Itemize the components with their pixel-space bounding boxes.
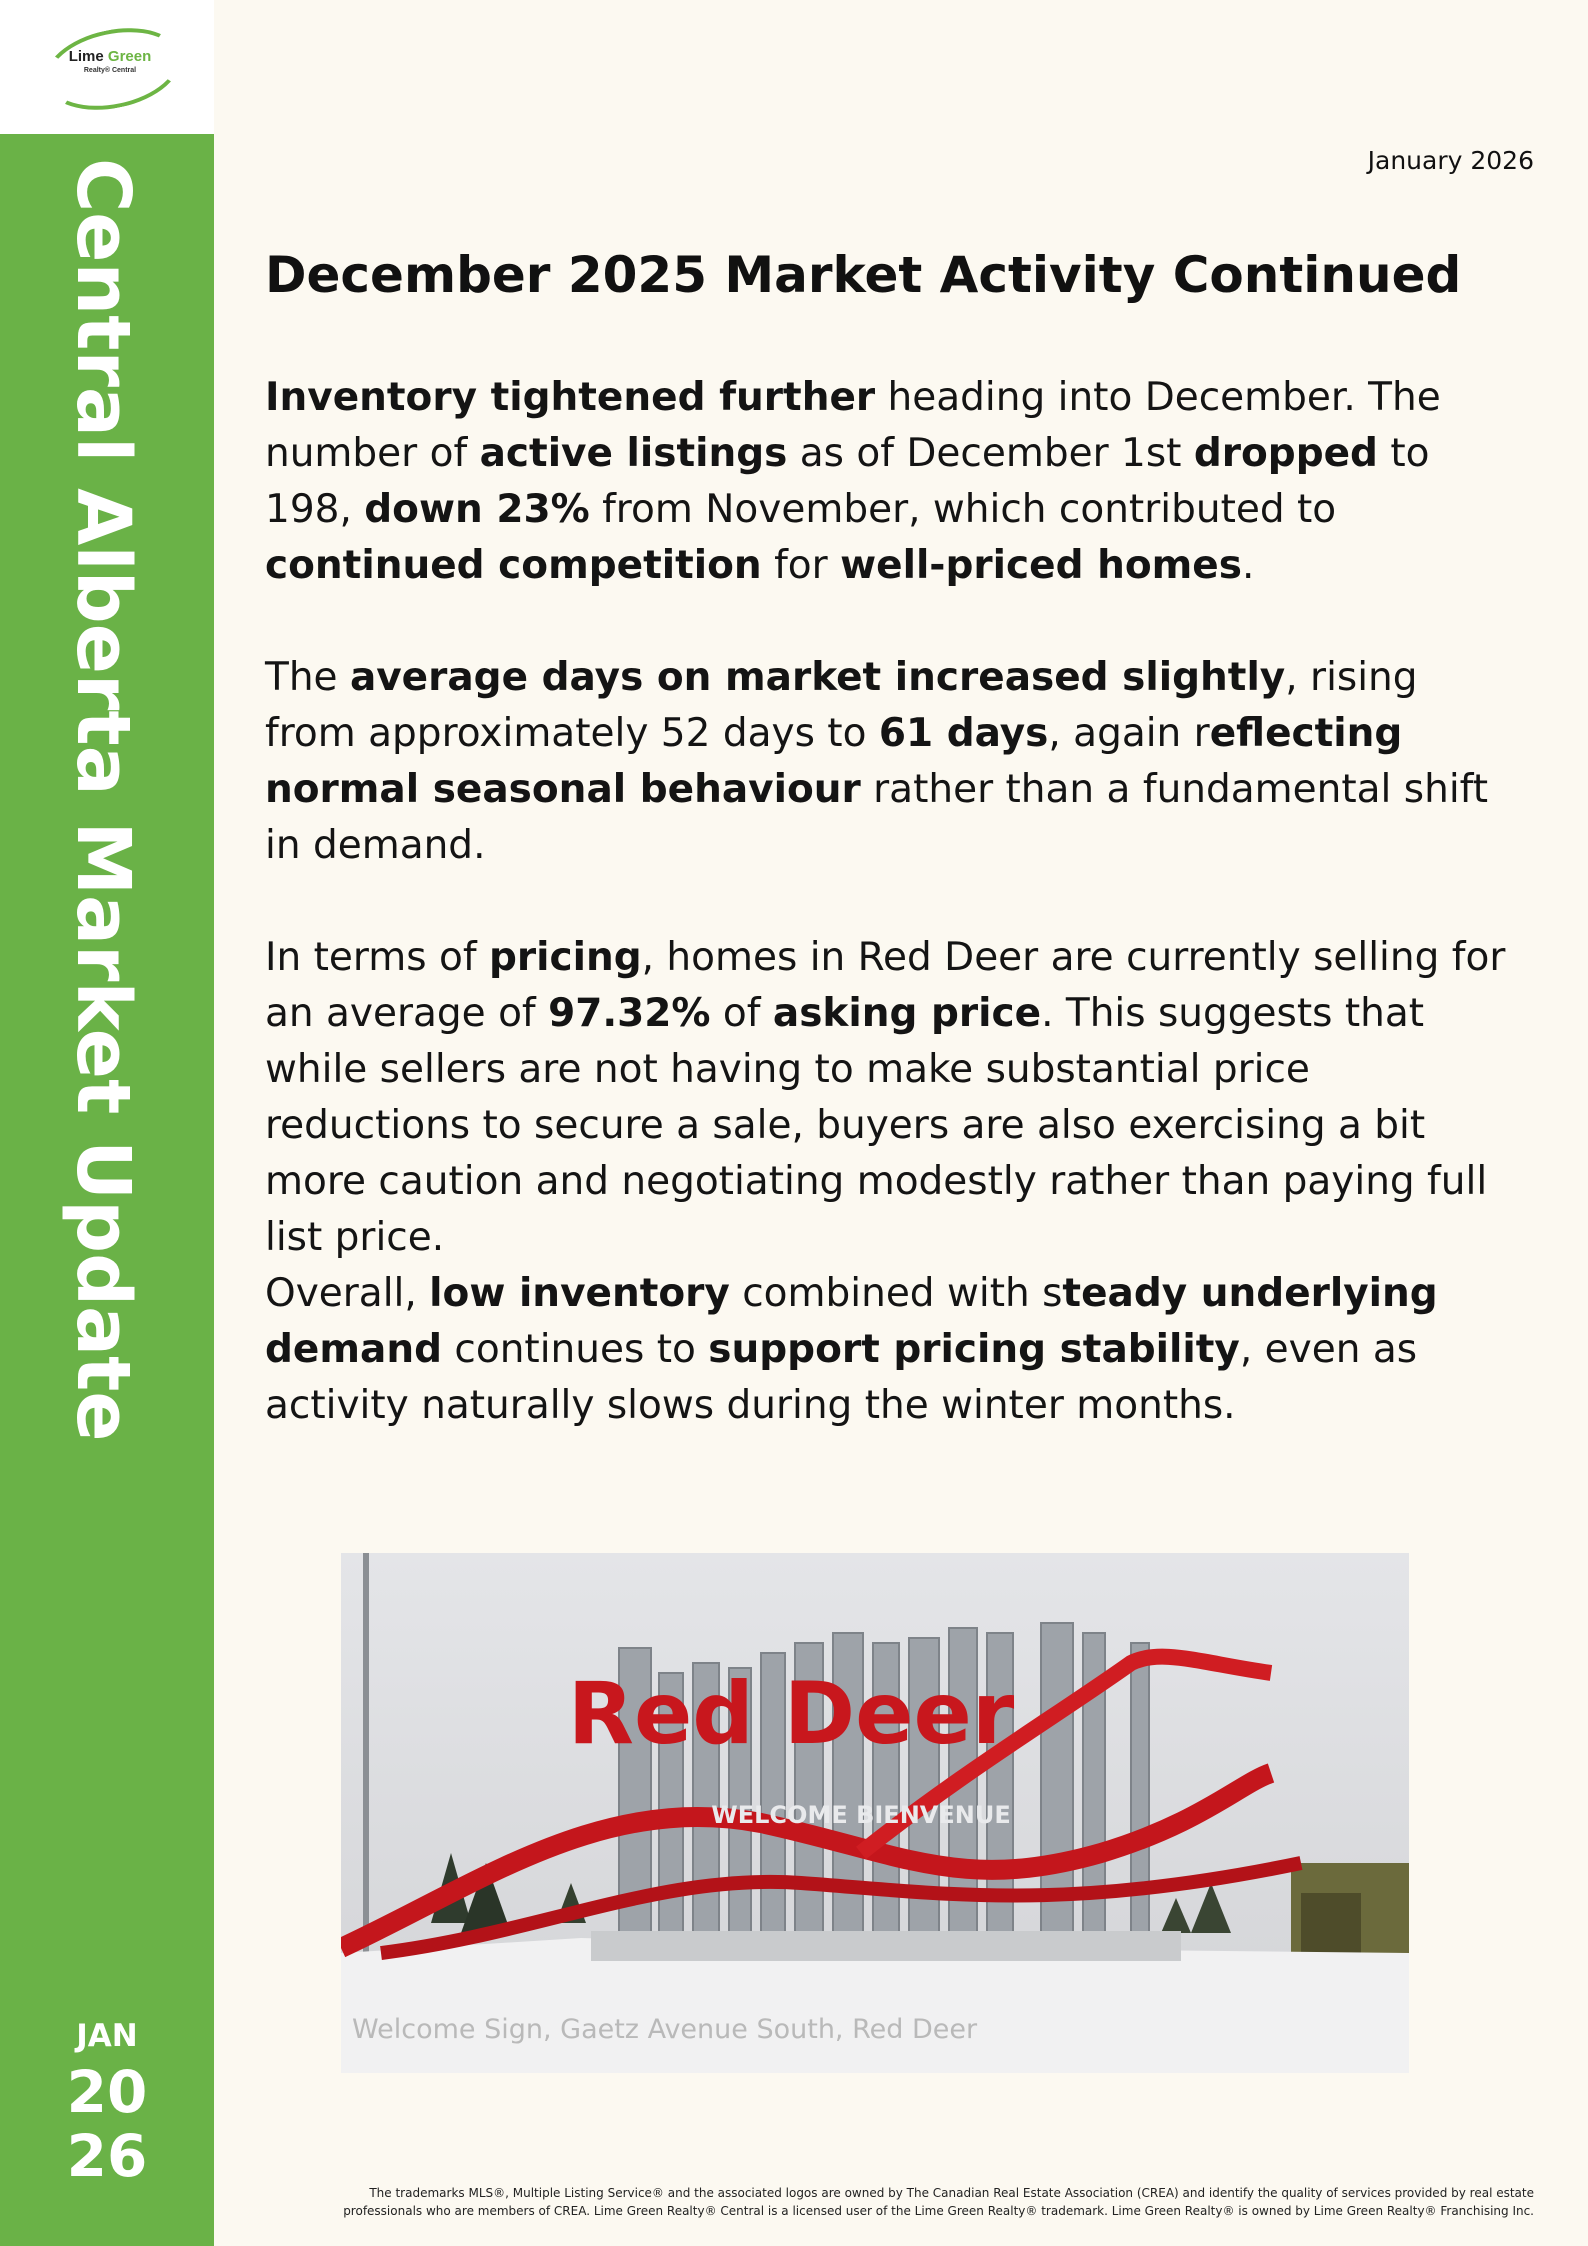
red-deer-sign-photo [341,1553,1409,2073]
paragraph-overall [265,1266,1515,1434]
bold-phrase: pricing [488,935,642,980]
text-run: . This suggests that while sellers are not having to make substantial price reductions to secure a sale, buyers are also exercising a bit more caution and negotiating modestly rather than paying full list price. [265,991,1488,1260]
sidebar-month: JAN [76,2018,138,2054]
text-run: Overall, [265,1271,430,1316]
bold-phrase: average days on market increased slightly [349,655,1286,700]
text-run: , homes in Red Deer are currently selling for an average of [265,935,1506,1036]
sidebar-year-top: 20 [66,2058,148,2126]
text-run: as of December 1st [787,431,1194,476]
bold-phrase: dropped [1193,431,1378,476]
page-title: December 2025 Market Activity Continued [265,246,1462,304]
text-run: rather than a fundamental shift in demand. [265,767,1488,868]
logo-brand-lime: Lime [68,48,108,65]
bold-phrase: down 23% [364,487,590,532]
logo-brand-green: Green [107,48,152,65]
text-run: to 198, [265,431,1430,532]
text-run: , rising from approximately 52 days to [265,655,1418,756]
bold-phrase: low inventory [429,1271,730,1316]
bold-phrase: active listings [479,431,788,476]
footer-line-1: The trademarks MLS®, Multiple Listing Service® and the associated logos are owned by The Canadian Real Estate Association (CREA) and identify the quality of services provided by real estate [369,2186,1534,2200]
bold-phrase: 97.32% [548,991,711,1036]
bold-phrase: Inventory tightened further [265,375,876,420]
legal-footer [234,2184,1534,2220]
photo-caption: Welcome Sign, Gaetz Avenue South, Red Deer [352,2014,978,2045]
sidebar-year-bottom: 26 [66,2122,148,2190]
bold-phrase: well-priced homes [840,543,1242,588]
bold-phrase: 61 days [878,711,1049,756]
logo-sub: Realty® Central [83,67,137,74]
text-run: for [761,543,841,588]
text-run: The [265,655,350,700]
text-run: combined with s [729,1271,1063,1316]
footer-line-2: professionals who are members of CREA. Lime Green Realty® Central is a licensed user of the Lime Green Realty® trademark. Lime Green Realty® is owned by Lime Green Realty® Franchising Inc. [343,2204,1534,2218]
text-run: of [710,991,773,1036]
paragraph-inventory [265,370,1515,594]
logo [0,0,214,134]
bold-phrase: continued competition [265,543,762,588]
text-run: , even as activity naturally slows during the winter months. [265,1327,1418,1428]
bold-phrase: asking price [772,991,1042,1036]
text-run: , again r [1048,711,1210,756]
bold-phrase: support pricing stability [708,1327,1240,1372]
sign-sub-text: WELCOME BIENVENUE [711,1801,1011,1829]
text-run: continues to [442,1327,709,1372]
sign-main-text: Red Deer [567,1664,1015,1764]
text-run: . [1241,543,1255,588]
text-run: heading into December. The number of [265,375,1441,476]
paragraph-pricing [265,930,1515,1266]
bold-phrase: eflecting normal seasonal behaviour [265,711,1403,812]
logo-text [40,48,180,74]
text-run: In terms of [265,935,489,980]
bold-phrase: teady underlying demand [265,1271,1438,1372]
sidebar-title: Central Alberta Market Update [60,158,146,1442]
issue-date: January 2026 [1367,146,1534,175]
text-run: from November, which contributed to [589,487,1337,532]
paragraph-days-on-market [265,650,1515,874]
